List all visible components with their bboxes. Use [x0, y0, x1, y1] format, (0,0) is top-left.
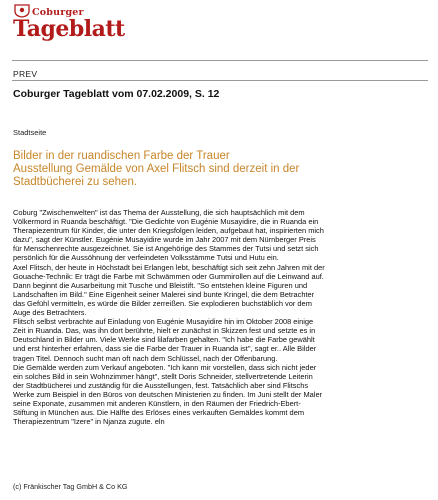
body-line: Werke zum Beispiel in den Büros von deutschen Ministerien zu finden. Im Juni stellt der Maler	[13, 389, 323, 399]
body-line: Die Gemälde werden zum Verkauf angeboten. "Ich kann mir vorstellen, dass sich nicht jeder	[13, 362, 317, 372]
body-line: dazu", sagt der Künstler. Eugénie Musayidire wurde im Jahr 2007 mit dem Nürnberger Preis	[13, 235, 316, 245]
copyright-footer: (c) Fränkischer Tag GmbH & Co KG	[13, 482, 128, 491]
section-label: Stadtseite	[13, 128, 47, 137]
body-line: das Gefühl vermitteln, es würde die Bilder zerreißen. Sie explodieren buchstäblich vor dem	[13, 298, 312, 308]
prev-link[interactable]: PREV	[13, 69, 38, 79]
article-source: Coburger Tageblatt vom 07.02.2009, S. 12	[13, 88, 220, 100]
body-line: seine Exponate, zusammen mit anderen Künstlern, in den Räumen der Friedrich-Ebert-	[13, 398, 301, 408]
body-line: Coburg "Zwischenwelten" ist das Thema der Ausstellung, die sich hauptsächlich mit dem	[13, 208, 305, 217]
body-line: Stiftung in München aus. Die Hälfte des Erlöses eines verkauften Gemäldes kommt dem	[13, 408, 305, 418]
body-line: der Stadtbücherei und zuständig für die Ausstellungen, fest. Tatsächlich aber sind Flitschs	[13, 380, 309, 390]
body-line: Völkermord in Ruanda beschäftigt. "Die Gedichte von Eugénie Musayidire, die in Ruanda ein	[13, 217, 319, 227]
body-line: Dann beginnt die Ausarbeitung mit Tusche und Bleistift. "So entstehen kleine Figuren und	[13, 280, 308, 290]
body-line: Deutschland in Bilder um. Viele Werke sind lilafarben gehalten. "Ich habe die Farbe gewählt	[13, 335, 315, 345]
body-line: ein solches Bild in sein Wohnzimmer hängt", stellt Doris Schneider, stellvertretende Leiterin	[13, 371, 313, 381]
headline-line: Stadtbücherei zu sehen.	[13, 176, 138, 188]
article-headline	[13, 150, 423, 189]
body-line: tragen Titel. Dennoch sucht man oft nach dem Schlüssel, nach der Offenbarung.	[13, 353, 278, 363]
top-divider	[12, 60, 428, 61]
prev-divider	[12, 80, 428, 81]
body-line: Zeit in Ruanda. Das, was ihn dort berührte, hielt er zunächst in Skizzen fest und setzte es in	[13, 326, 316, 336]
body-line: Landschaften im Bild." Eine Eigenheit seiner Malerei sind bunte Kringel, die dem Betrachter	[13, 289, 315, 299]
body-line: Gouache-Technik: Er trägt die Farbe mit Schwämmen oder Gummirollen auf die Leinwand auf.	[13, 271, 324, 281]
body-line: Therapiezentrum "Izere" in Njanza zugute. eln	[13, 417, 165, 427]
body-line: persönlich für die Aussöhnung der verfeindeten Volksstämme Tutsi und Hutu ein.	[13, 253, 279, 263]
article-body	[13, 208, 425, 426]
newspaper-logo	[12, 4, 125, 48]
body-line: für Menschenrechte ausgezeichnet. Sie ist Angehörige des Stammes der Tutsi und setzt sich	[13, 244, 319, 254]
body-line: Axel Flitsch, der heute in Höchstadt bei Erlangen lebt, beschäftigt sich seit zehn Jahren mit der	[13, 262, 325, 272]
headline-line: Bilder in der ruandischen Farbe der Trauer	[13, 150, 230, 162]
body-line: und erst hinterher erfahren, dass sie die Farbe der Trauer in Ruanda ist", sagt er.. Alle Bilder	[13, 344, 317, 354]
body-line: Therapiezentrum für Kinder, die unter den Kriegsfolgen leiden, aufgebaut hat, inspirierten mich	[13, 226, 324, 236]
headline-line: Ausstellung Gemälde von Axel Flitsch sind derzeit in der	[13, 163, 300, 175]
masthead-line1: Coburger	[32, 7, 84, 18]
body-line: Auge des Betrachters.	[13, 308, 87, 318]
masthead-line2: Tageblatt	[13, 16, 125, 42]
body-line: Flitsch selbst verbrachte auf Einladung von Eugénie Musayidire hin im Oktober 2008 einige	[13, 317, 314, 327]
